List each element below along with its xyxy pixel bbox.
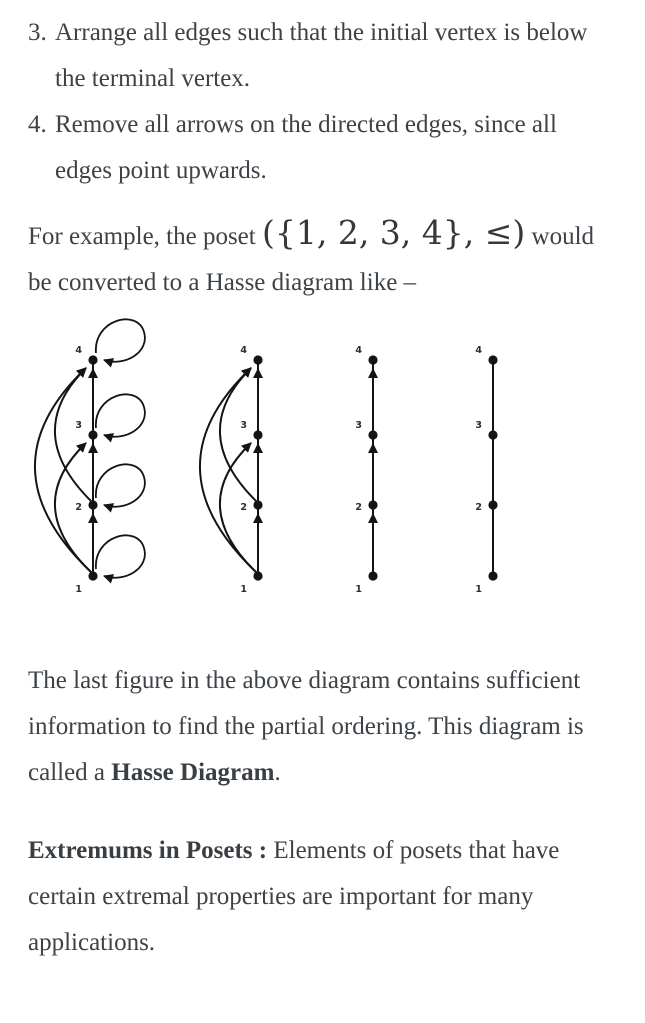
vertex-label: 4 [475, 345, 482, 356]
extremums-paragraph [28, 828, 608, 966]
panel-directed-graph-with-self-loops [35, 319, 145, 595]
vertex-dot [88, 430, 97, 439]
vertex-label: 4 [75, 345, 82, 356]
vertex-dot [488, 430, 497, 439]
list-item-text: Remove all arrows on the directed edges, since all edges point upwards. [55, 111, 557, 184]
panel-transitive-edges-removed [355, 345, 377, 595]
vertex-label: 3 [475, 420, 482, 431]
closing-paragraph [28, 658, 608, 796]
panel-self-loops-removed [200, 345, 263, 595]
vertex-dot [253, 571, 262, 580]
vertex-label: 1 [75, 584, 82, 595]
vertex-dot [88, 355, 97, 364]
extremums-heading: Extremums in Posets : [28, 837, 268, 864]
vertex-label: 2 [355, 502, 362, 513]
example-prefix: For example, the poset [28, 223, 256, 250]
vertex-dot [368, 571, 377, 580]
vertex-dot [253, 430, 262, 439]
extremums-text: Elements of posets that have certain extremal properties are important for many applications. [28, 837, 560, 956]
vertex-dot [88, 500, 97, 509]
vertex-label: 1 [240, 584, 247, 595]
list-item-number: 3. [28, 19, 47, 46]
closing-period: . [274, 759, 281, 786]
poset-formula: ({1, 2, 3, 4}, ≤) [261, 213, 526, 252]
vertex-dot [88, 571, 97, 580]
vertex-label: 3 [75, 420, 82, 431]
vertex-dot [368, 430, 377, 439]
vertex-dot [253, 500, 262, 509]
instruction-list [28, 10, 608, 194]
vertex-dot [253, 355, 262, 364]
vertex-label: 2 [75, 502, 82, 513]
example-suffix: would be converted to a Hasse diagram like – [28, 223, 595, 296]
vertex-dot [488, 500, 497, 509]
vertex-label: 2 [240, 502, 247, 513]
hasse-figure-svg [0, 308, 645, 608]
vertex-dot [488, 355, 497, 364]
vertex-label: 2 [475, 502, 482, 513]
vertex-label: 3 [240, 420, 247, 431]
vertex-dot [488, 571, 497, 580]
vertex-label: 4 [355, 345, 362, 356]
vertex-label: 3 [355, 420, 362, 431]
vertex-label: 1 [475, 584, 482, 595]
hasse-diagram-term: Hasse Diagram [111, 759, 275, 786]
vertex-dot [368, 500, 377, 509]
list-item-text: Arrange all edges such that the initial vertex is below the terminal vertex. [55, 19, 588, 92]
vertex-dot [368, 355, 377, 364]
hasse-conversion-figure [0, 308, 608, 608]
list-item-number: 4. [28, 111, 47, 138]
list-item-3 [28, 10, 608, 102]
example-paragraph [28, 210, 608, 306]
closing-text: The last figure in the above diagram contains sufficient information to find the partial ordering. This diagram is called a [28, 667, 584, 786]
panel-hasse-diagram-final [475, 345, 497, 595]
vertex-label: 1 [355, 584, 362, 595]
vertex-label: 4 [240, 345, 247, 356]
list-item-4 [28, 102, 608, 194]
